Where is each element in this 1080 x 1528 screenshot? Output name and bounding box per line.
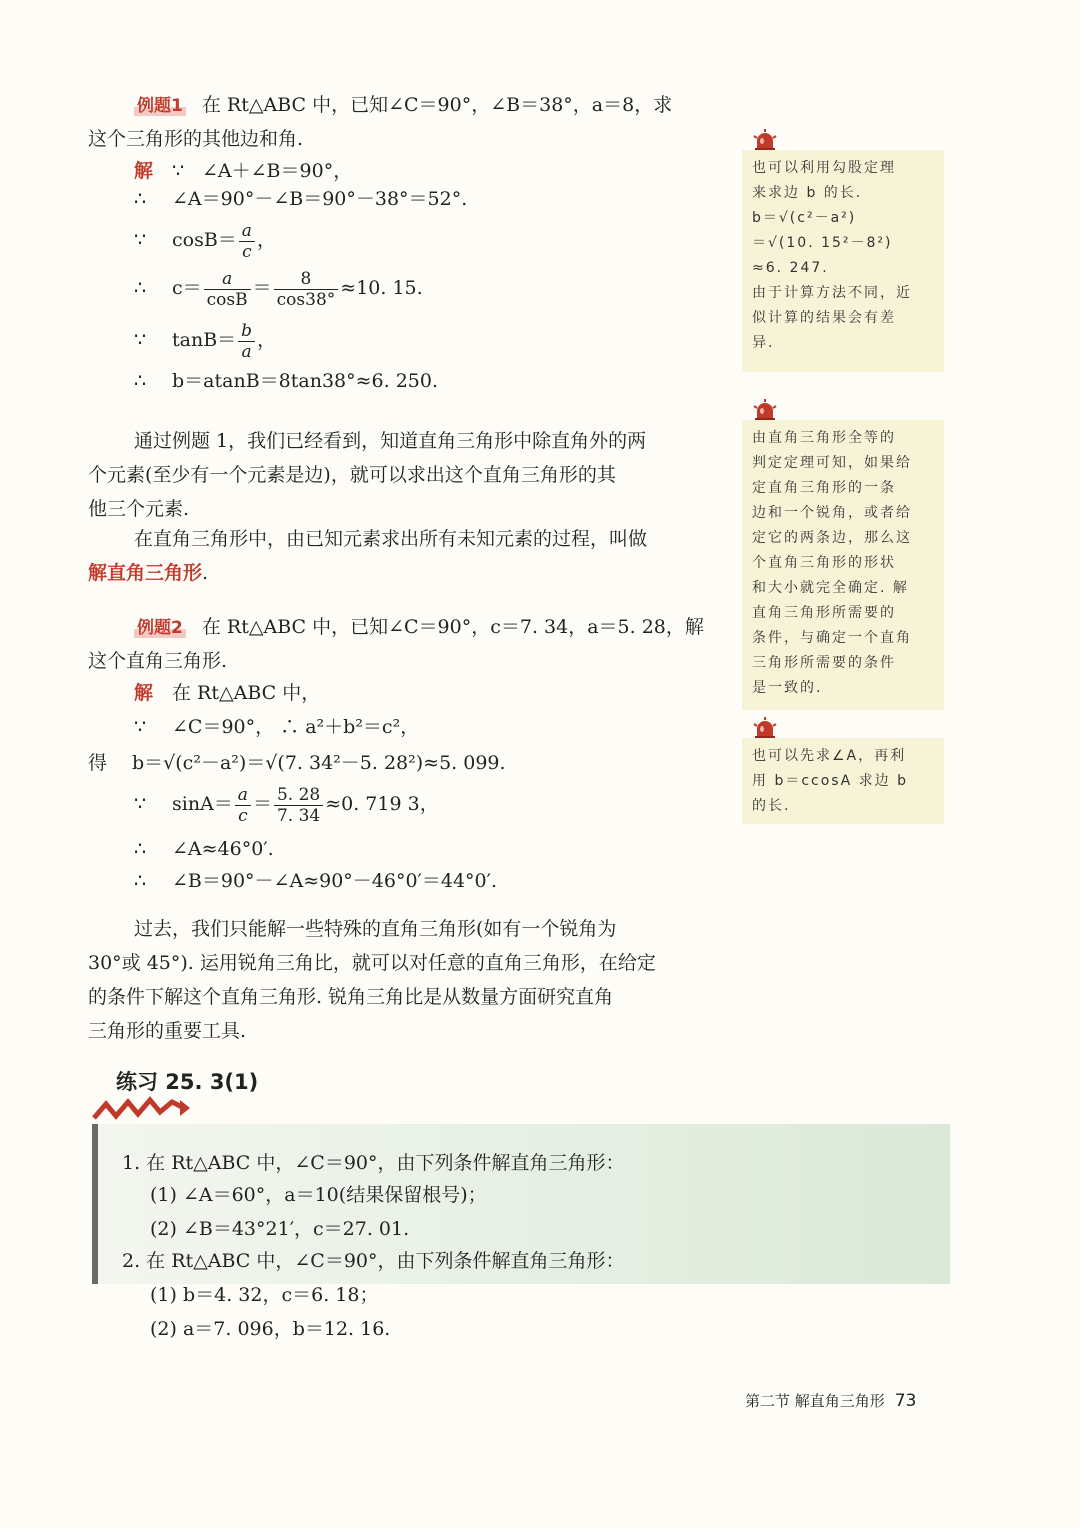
exercise-title: 练习 25. 3(1) bbox=[116, 1070, 259, 1094]
alarm-bell-icon bbox=[752, 128, 778, 152]
alarm-bell-icon bbox=[752, 398, 778, 422]
exercise-q2a: (1) b＝4. 32，c＝6. 18； bbox=[150, 1284, 379, 1306]
example2-step3: 得 b＝√(c²－a²)＝√(7. 34²－5. 28²)≈5. 099. bbox=[88, 752, 506, 774]
page-number: 73 bbox=[894, 1391, 917, 1411]
fraction: $\frac{a}{\cos B}$ bbox=[204, 269, 251, 310]
fraction: $\frac{8}{\cos 38^\circ}$ bbox=[274, 269, 339, 310]
example2-line2: 这个直角三角形. bbox=[88, 650, 228, 672]
example2-step4: ∵ sinA＝ $\frac{a}{c}$ ＝ $\frac{5. 28}{7. 34}$ ≈0. 719 3， bbox=[134, 784, 439, 826]
solution-label: 解 bbox=[134, 682, 154, 704]
example1-step3: ∵ cosB＝ $\frac{a}{c}$ ， bbox=[134, 220, 276, 262]
fraction: $\frac{a}{c}$ bbox=[239, 221, 255, 262]
example2-step2: ∵ ∠C＝90°， ∴ a²＋b²＝c²， bbox=[134, 716, 420, 738]
fraction: $\frac{5. 28}{7. 34}$ bbox=[274, 785, 323, 826]
example1-step5: ∵ tanB＝ $\frac{b}{a}$ ， bbox=[134, 320, 277, 362]
margin-note-2: 由直角三角形全等的 判定定理可知，如果给 定直角三角形的一条 边和一个锐角，或者给 定它的两条边，那么这 个直角三角形的形状 和大小就完全确定. 解 直角三角形所需要的 条件，与确定一个直角 三角形所需要的条件 是一致的. bbox=[742, 420, 944, 710]
zigzag-arrow-icon bbox=[92, 1094, 192, 1124]
exercise-q1b: (2) ∠B＝43°21′，c＝27. 01. bbox=[150, 1218, 410, 1240]
example2-step1: 解 在 Rt△ABC 中， bbox=[134, 682, 321, 704]
paragraph3-line4: 三角形的重要工具. bbox=[88, 1020, 247, 1042]
exercise-q2: 2. 在 Rt△ABC 中，∠C＝90°，由下列条件解直角三角形： bbox=[122, 1250, 625, 1272]
fraction: $\frac{a}{c}$ bbox=[235, 785, 251, 826]
paragraph3-line2: 30°或 45°). 运用锐角三角比，就可以对任意的直角三角形，在给定 bbox=[88, 952, 656, 974]
paragraph1-line3: 他三个元素. bbox=[88, 498, 190, 520]
example1-step1: 解 ∵ ∠A＋∠B＝90°， bbox=[134, 160, 353, 182]
exercise-q2b: (2) a＝7. 096，b＝12. 16. bbox=[150, 1318, 391, 1340]
paragraph2-line2: 解直角三角形. bbox=[88, 562, 209, 584]
paragraph2-line1: 在直角三角形中，由已知元素求出所有未知元素的过程，叫做 bbox=[134, 528, 648, 550]
example1-line2: 这个三角形的其他边和角. bbox=[88, 128, 304, 150]
solution-label: 解 bbox=[134, 160, 154, 182]
paragraph3-line3: 的条件下解这个直角三角形. 锐角三角比是从数量方面研究直角 bbox=[88, 986, 614, 1008]
definition-term: 解直角三角形 bbox=[88, 562, 203, 584]
section-title: 第二节 解直角三角形 bbox=[745, 1392, 885, 1410]
example1-line1: 例题1 在 Rt△ABC 中，已知∠C＝90°，∠B＝38°，a＝8，求 bbox=[134, 92, 672, 119]
example1-step2: ∴ ∠A＝90°－∠B＝90°－38°＝52°. bbox=[134, 188, 468, 210]
alarm-bell-icon bbox=[752, 716, 778, 740]
example1-step4: ∴ c＝ $\frac{a}{\cos B}$ ＝ $\frac{8}{\cos 38^\circ}$ ≈10. 15. bbox=[134, 268, 423, 310]
fraction: $\frac{b}{a}$ bbox=[238, 321, 255, 362]
page-footer bbox=[745, 1390, 916, 1411]
exercise-q1: 1. 在 Rt△ABC 中，∠C＝90°，由下列条件解直角三角形： bbox=[122, 1152, 625, 1174]
example2-line1: 例题2 在 Rt△ABC 中，已知∠C＝90°，c＝7. 34，a＝5. 28，解 bbox=[134, 614, 704, 641]
paragraph3-line1: 过去，我们只能解一些特殊的直角三角形(如有一个锐角为 bbox=[134, 918, 617, 940]
example2-label: 例题2 bbox=[134, 618, 186, 638]
paragraph1-line2: 个元素(至少有一个元素是边)，就可以求出这个直角三角形的其 bbox=[88, 464, 616, 486]
margin-note-1: 也可以利用勾股定理 来求边 b 的长. b＝√(c²－a²) ＝√(10. 15²－8²) ≈6. 247. 由于计算方法不同，近 似计算的结果会有差 异. bbox=[742, 150, 944, 372]
example2-step5: ∴ ∠A≈46°0′. bbox=[134, 838, 274, 860]
example1-label: 例题1 bbox=[134, 96, 186, 116]
exercise-q1a: (1) ∠A＝60°，a＝10(结果保留根号)； bbox=[150, 1184, 487, 1206]
paragraph1-line1: 通过例题 1，我们已经看到，知道直角三角形中除直角外的两 bbox=[134, 430, 647, 452]
example1-step6: ∴ b＝atanB＝8tan38°≈6. 250. bbox=[134, 370, 439, 392]
example2-step6: ∴ ∠B＝90°－∠A≈90°－46°0′＝44°0′. bbox=[134, 870, 497, 892]
margin-note-3: 也可以先求∠A，再利 用 b＝ccosA 求边 b 的长. bbox=[742, 738, 944, 824]
